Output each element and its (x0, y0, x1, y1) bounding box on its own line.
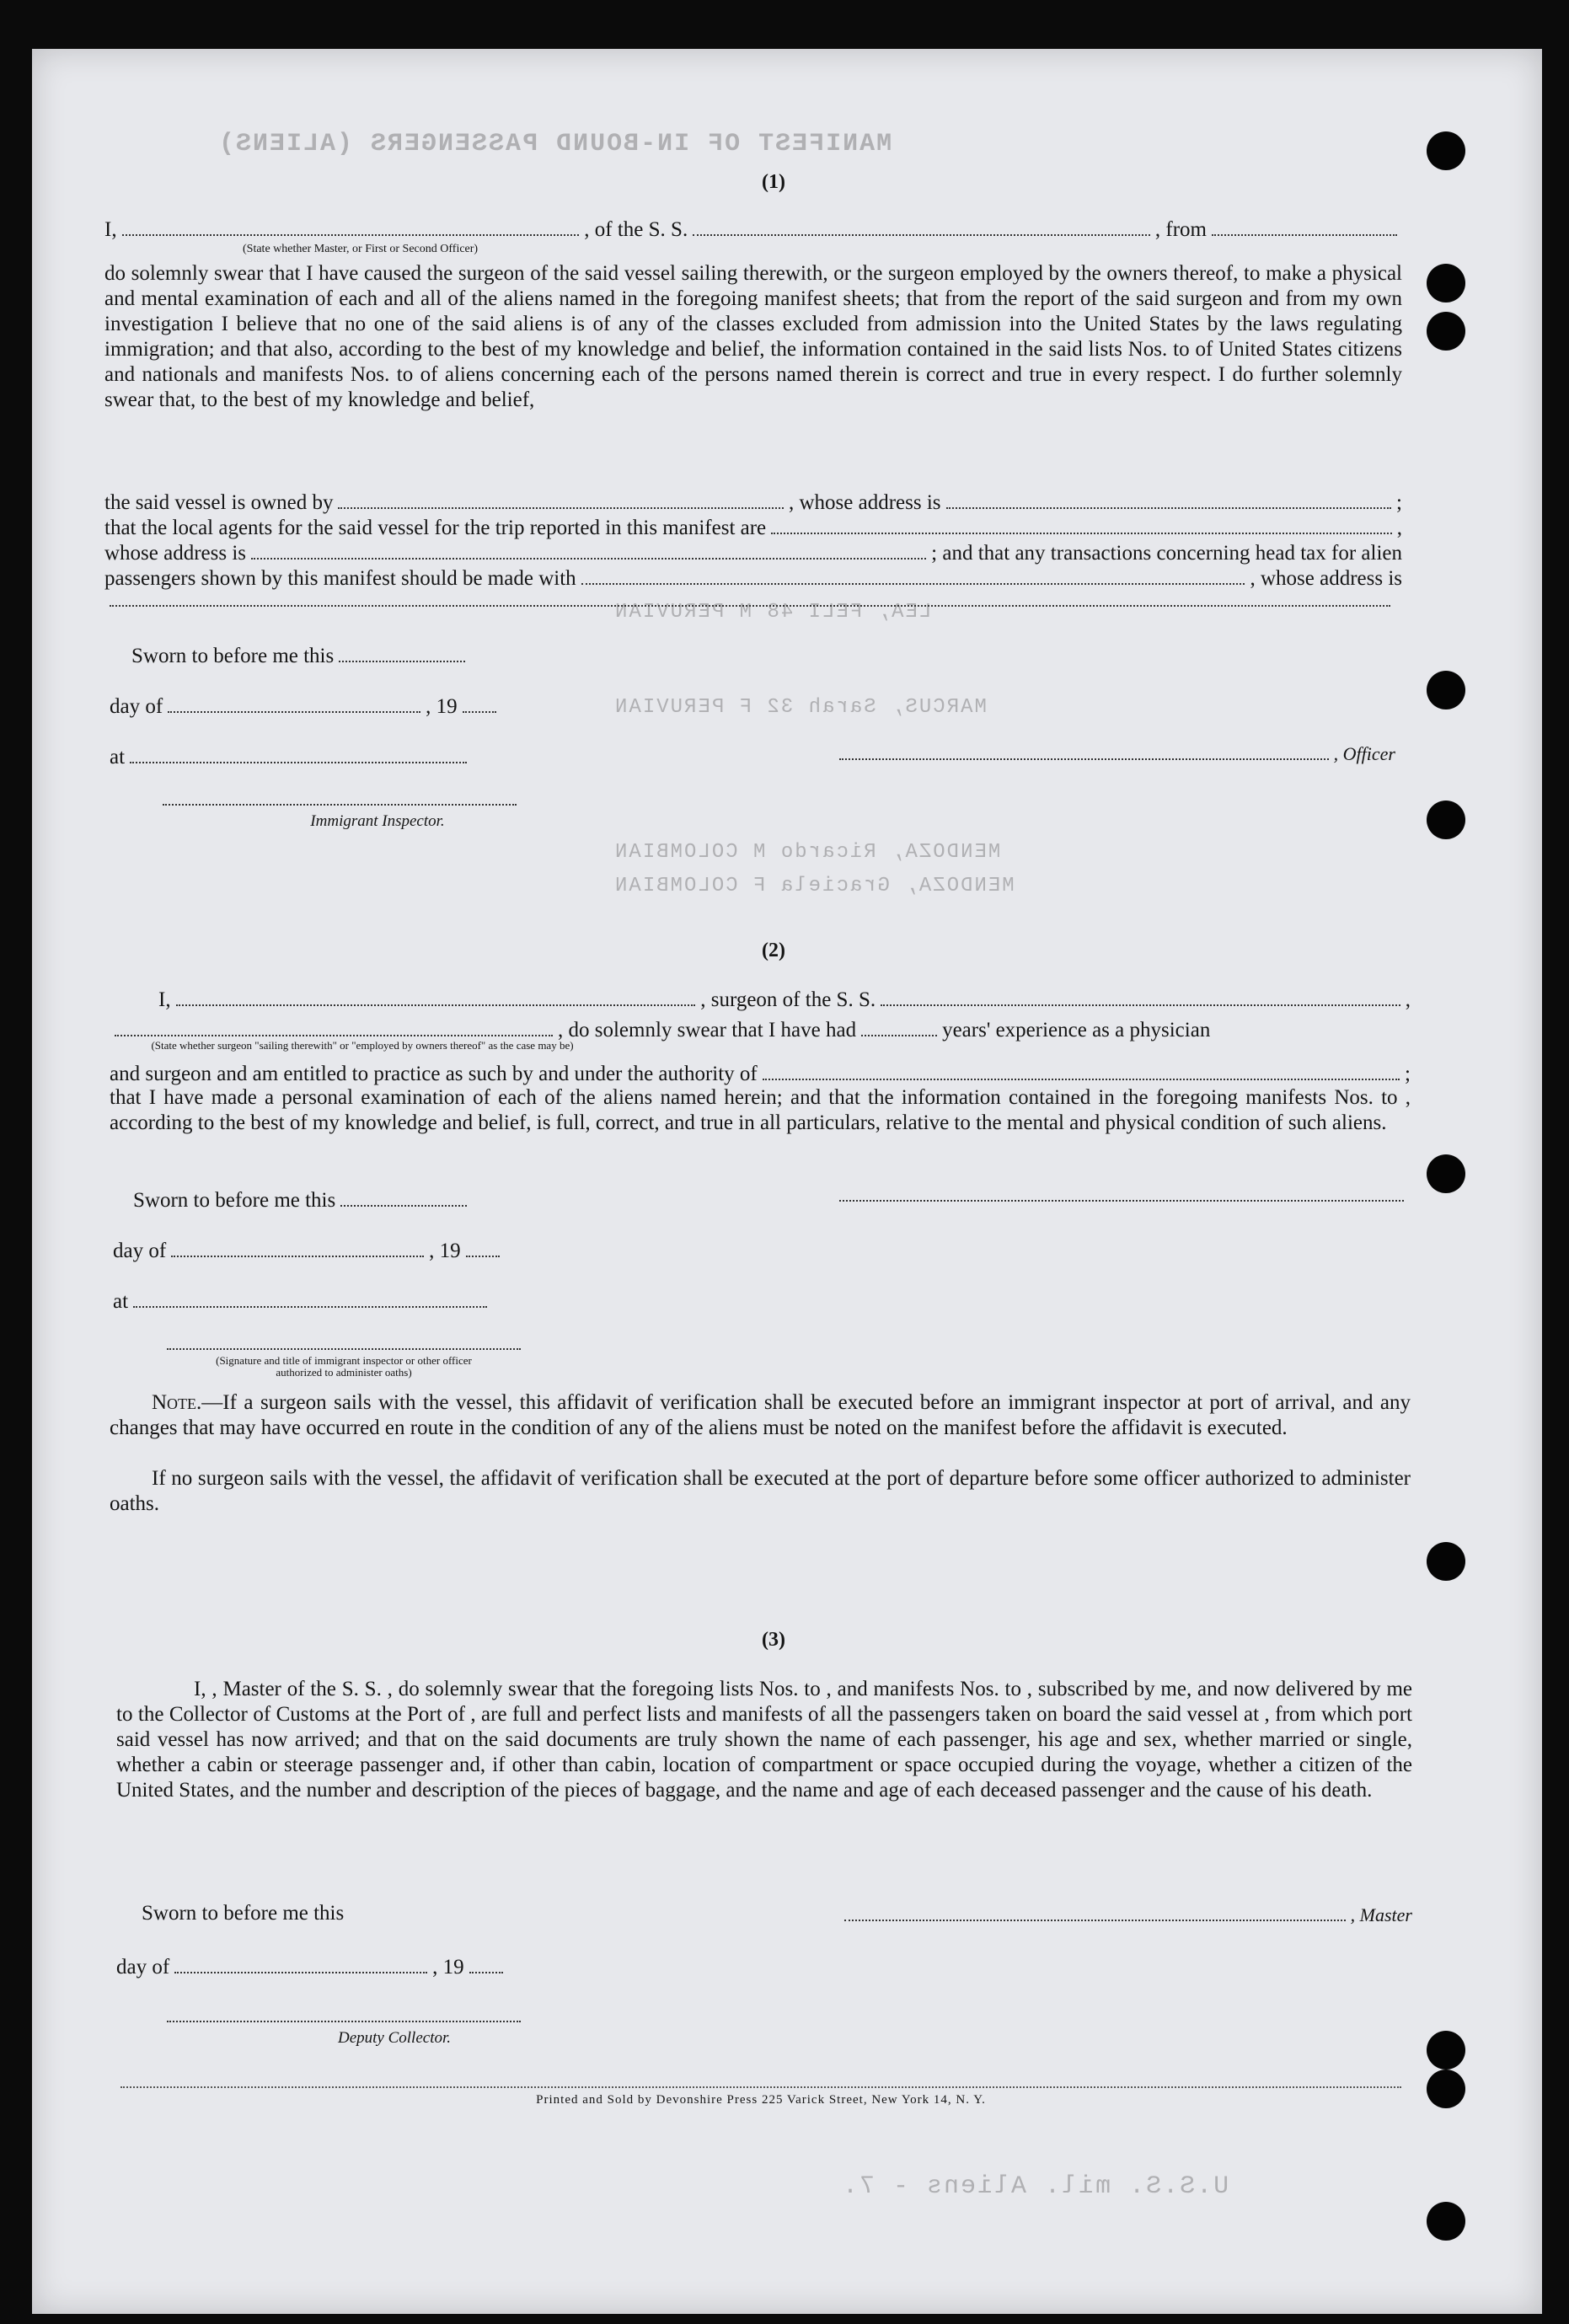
sec1-owner-line: the said vessel is owned by , whose address is ; (104, 489, 1402, 516)
sec2-i: I, (158, 988, 171, 1011)
sec1-oath-line (104, 216, 1402, 243)
note-text: —If a surgeon sails with the vessel, this affidavit of verification shall be executed before an immigrant inspector at port of arrival, and any changes that may have occurred en route in the condition of any of the aliens must be noted on the manifest before the affidavit is executed. (110, 1391, 1411, 1439)
agents-address-field[interactable] (251, 539, 926, 560)
sec2-note-2: If no surgeon sails with the vessel, the affidavit of verification shall be executed at the port of departure before some officer authorized to administer oaths. (110, 1467, 1411, 1515)
footer-rule (120, 2086, 1401, 2088)
bleed-row: MENDOZA, Ricardo M COLOMBIAN (613, 841, 1001, 864)
swear-label: , do solemnly swear that I have had (558, 1019, 857, 1042)
surgeon-signature-line[interactable] (839, 1200, 1404, 1202)
agents-address-label: whose address is (104, 542, 247, 565)
bleed-row: MENDOZA, Graciela F COLOMBIAN (613, 875, 1015, 897)
from-port-field[interactable] (1212, 216, 1397, 236)
sec1-of-ss: , of the S. S. (584, 218, 688, 241)
punch-hole (1427, 312, 1465, 351)
punch-hole (1427, 2031, 1465, 2070)
sec1-at-line (110, 740, 472, 770)
years-field[interactable] (861, 1013, 937, 1036)
sec1-officer-sig (834, 740, 1395, 767)
master-signature-field[interactable] (844, 1901, 1346, 1921)
sec1-sworn-line (131, 639, 470, 669)
punch-hole (1427, 1154, 1465, 1193)
officer-label: , Officer (1333, 743, 1395, 764)
sec2-surgeon-note: (State whether surgeon "sailing therewith" or "employed by owners thereof" as the case may be) (151, 1039, 574, 1052)
bleed-title: MANIFEST OF IN-BOUND PASSENGERS (ALIENS) (217, 130, 892, 158)
vessel-name-field[interactable] (693, 216, 1150, 236)
head-tax-label: passengers shown by this manifest should be made with (104, 567, 576, 590)
sec1-from: , from (1154, 218, 1207, 241)
day-field[interactable] (171, 1234, 424, 1257)
sec1-day-line (110, 689, 501, 720)
bleed-bottom: U.S.S. mil. Aliens - 7. (841, 2172, 1229, 2201)
note-label: Note. (152, 1391, 202, 1414)
sec1-headtax-line (104, 565, 1402, 592)
surgeon-vessel-field[interactable] (881, 986, 1400, 1006)
head-tax-tail: , whose address is (1250, 567, 1402, 590)
officer-signature-field[interactable] (839, 740, 1329, 760)
sec2-day-line (113, 1234, 505, 1264)
authority-label: and surgeon and am entitled to practice as such by and under the authority of (110, 1063, 758, 1085)
sec2-oath-line: I, , surgeon of the S. S. , (158, 986, 1411, 1013)
officer-name-field[interactable] (122, 216, 580, 236)
manifest-page (32, 49, 1542, 2314)
day-label: day of (110, 695, 163, 718)
at-field[interactable] (133, 1284, 487, 1308)
sec3-sworn-line (142, 1901, 344, 1926)
sec1-officer-note: (State whether Master, or First or Second Officer) (243, 243, 479, 255)
printer-footer: Printed and Sold by Devonshire Press 225 Varick Street, New York 14, N. Y. (536, 2093, 986, 2107)
sec1-oath-paragraph: do solemnly swear that I have caused the surgeon of the said vessel sailing therewith, or the surgeon employed by the owners thereof, to make a physical and mental examination of each and all of the aliens named in the foregoing manifest sheets; that from the report of the said surgeon and from my own investigation I believe that no one of the said aliens is of any of the classes excluded from admission into the United States by the laws regulating immigration; and that also, according to the best of my knowledge and belief, the information contained in the said lists Nos. to of United States citizens and nationals and manifests Nos. to of aliens concerning each of the persons named therein is correct and true in every respect. I do further solemnly swear that, to the best of my knowledge and belief, (104, 262, 1402, 411)
authority-field[interactable] (763, 1060, 1400, 1080)
section-3-number: (3) (762, 1629, 785, 1651)
year-field[interactable] (463, 689, 496, 713)
punch-hole (1427, 801, 1465, 839)
sec3-day-line (116, 1950, 508, 1980)
sec1-i: I, (104, 218, 117, 241)
day-label: day of (116, 1956, 170, 1979)
sec1-agents-line: that the local agents for the said vessel for the trip reported in this manifest are , (104, 514, 1402, 541)
collector-signature-line[interactable] (167, 2021, 521, 2022)
punch-hole (1427, 2202, 1465, 2241)
head-tax-field[interactable] (581, 565, 1245, 585)
year-label: , 19 (429, 1240, 461, 1262)
sec2-sig-caption: (Signature and title of immigrant inspector or other officer authorized to administer oaths) (216, 1354, 472, 1379)
officer-signature-line[interactable] (167, 1348, 521, 1350)
at-field[interactable] (130, 740, 467, 763)
day-field[interactable] (174, 1950, 427, 1973)
punch-hole (1427, 1542, 1465, 1581)
year-label: , 19 (432, 1956, 464, 1979)
owner-address-field[interactable] (946, 489, 1392, 509)
agents-field[interactable] (771, 514, 1392, 534)
owner-address-label: , whose address is (789, 491, 941, 514)
head-tax-address-field[interactable] (110, 605, 1390, 607)
sworn-date-field[interactable] (340, 1183, 467, 1207)
sec2-sworn-line (133, 1183, 472, 1213)
agents-tail: ; and that any transactions concerning head tax for alien (931, 542, 1402, 565)
years-label: years' experience as a physician (942, 1019, 1211, 1042)
bleed-row: LEA, FELI 48 M PERUVIAN (613, 601, 932, 624)
sec3-master-sig (839, 1901, 1412, 1928)
inspector-caption: Immigrant Inspector. (310, 812, 445, 830)
master-label: , Master (1350, 1904, 1412, 1925)
owner-field[interactable] (338, 489, 784, 509)
punch-hole (1427, 2070, 1465, 2108)
at-label: at (113, 1290, 129, 1313)
agents-label: that the local agents for the said vessel for the trip reported in this manifest are (104, 517, 767, 539)
section-2-number: (2) (762, 940, 785, 961)
surgeon-of-label: , surgeon of the S. S. (700, 988, 876, 1011)
collector-caption: Deputy Collector. (337, 2029, 452, 2047)
sec3-paragraph: I, , Master of the S. S. , do solemnly swear that the foregoing lists Nos. to , and manifests Nos. to , subscribed by me, and now delivered by me to the Collector of Customs at the Port of , are full and perfect lists and manifests of all the passengers taken on board the said vessel at , from which port said vessel has now arrived; and that on the said documents are truly shown the name of each passenger, his age and sex, whether married or single, whether a cabin or steerage passenger and, if other than cabin, location of compartment or space occupied during the voyage, whether a citizen of the United States, and the number and description of the pieces of baggage, and the name and age of each deceased passenger and the cause of his death. (116, 1678, 1412, 1802)
at-label: at (110, 746, 126, 768)
sec2-note (110, 1390, 1411, 1441)
punch-hole (1427, 264, 1465, 303)
year-label: , 19 (426, 695, 458, 718)
inspector-signature-line[interactable] (163, 804, 517, 806)
surgeon-name-field[interactable] (176, 986, 696, 1006)
day-label: day of (113, 1240, 167, 1262)
sec2-authority-line: and surgeon and am entitled to practice as such by and under the authority of ; (110, 1060, 1411, 1087)
year-field[interactable] (469, 1950, 503, 1973)
surgeon-status-field[interactable] (115, 1016, 553, 1036)
section-1-number: (1) (762, 171, 785, 193)
punch-hole (1427, 131, 1465, 170)
sworn-date-field[interactable] (339, 639, 465, 662)
sec1-agents-address-line (104, 539, 1402, 566)
day-field[interactable] (168, 689, 420, 713)
owner-label: the said vessel is owned by (104, 491, 334, 514)
sworn-label: Sworn to before me this (133, 1189, 336, 1212)
bleed-row: MARCUS, Sarah 32 F PERUVIAN (613, 696, 987, 719)
year-field[interactable] (466, 1234, 500, 1257)
sworn-label: Sworn to before me this (142, 1902, 345, 1925)
sworn-label: Sworn to before me this (131, 645, 335, 667)
sec2-at-line (113, 1284, 492, 1315)
sec2-paragraph: that I have made a personal examination of each of the aliens named herein; and that the information contained in the foregoing manifests Nos. to , according to the best of my knowledge and belief, is full, correct, and true in all particulars, relative to the mental and physical condition of such aliens. (110, 1086, 1411, 1134)
punch-hole (1427, 671, 1465, 710)
